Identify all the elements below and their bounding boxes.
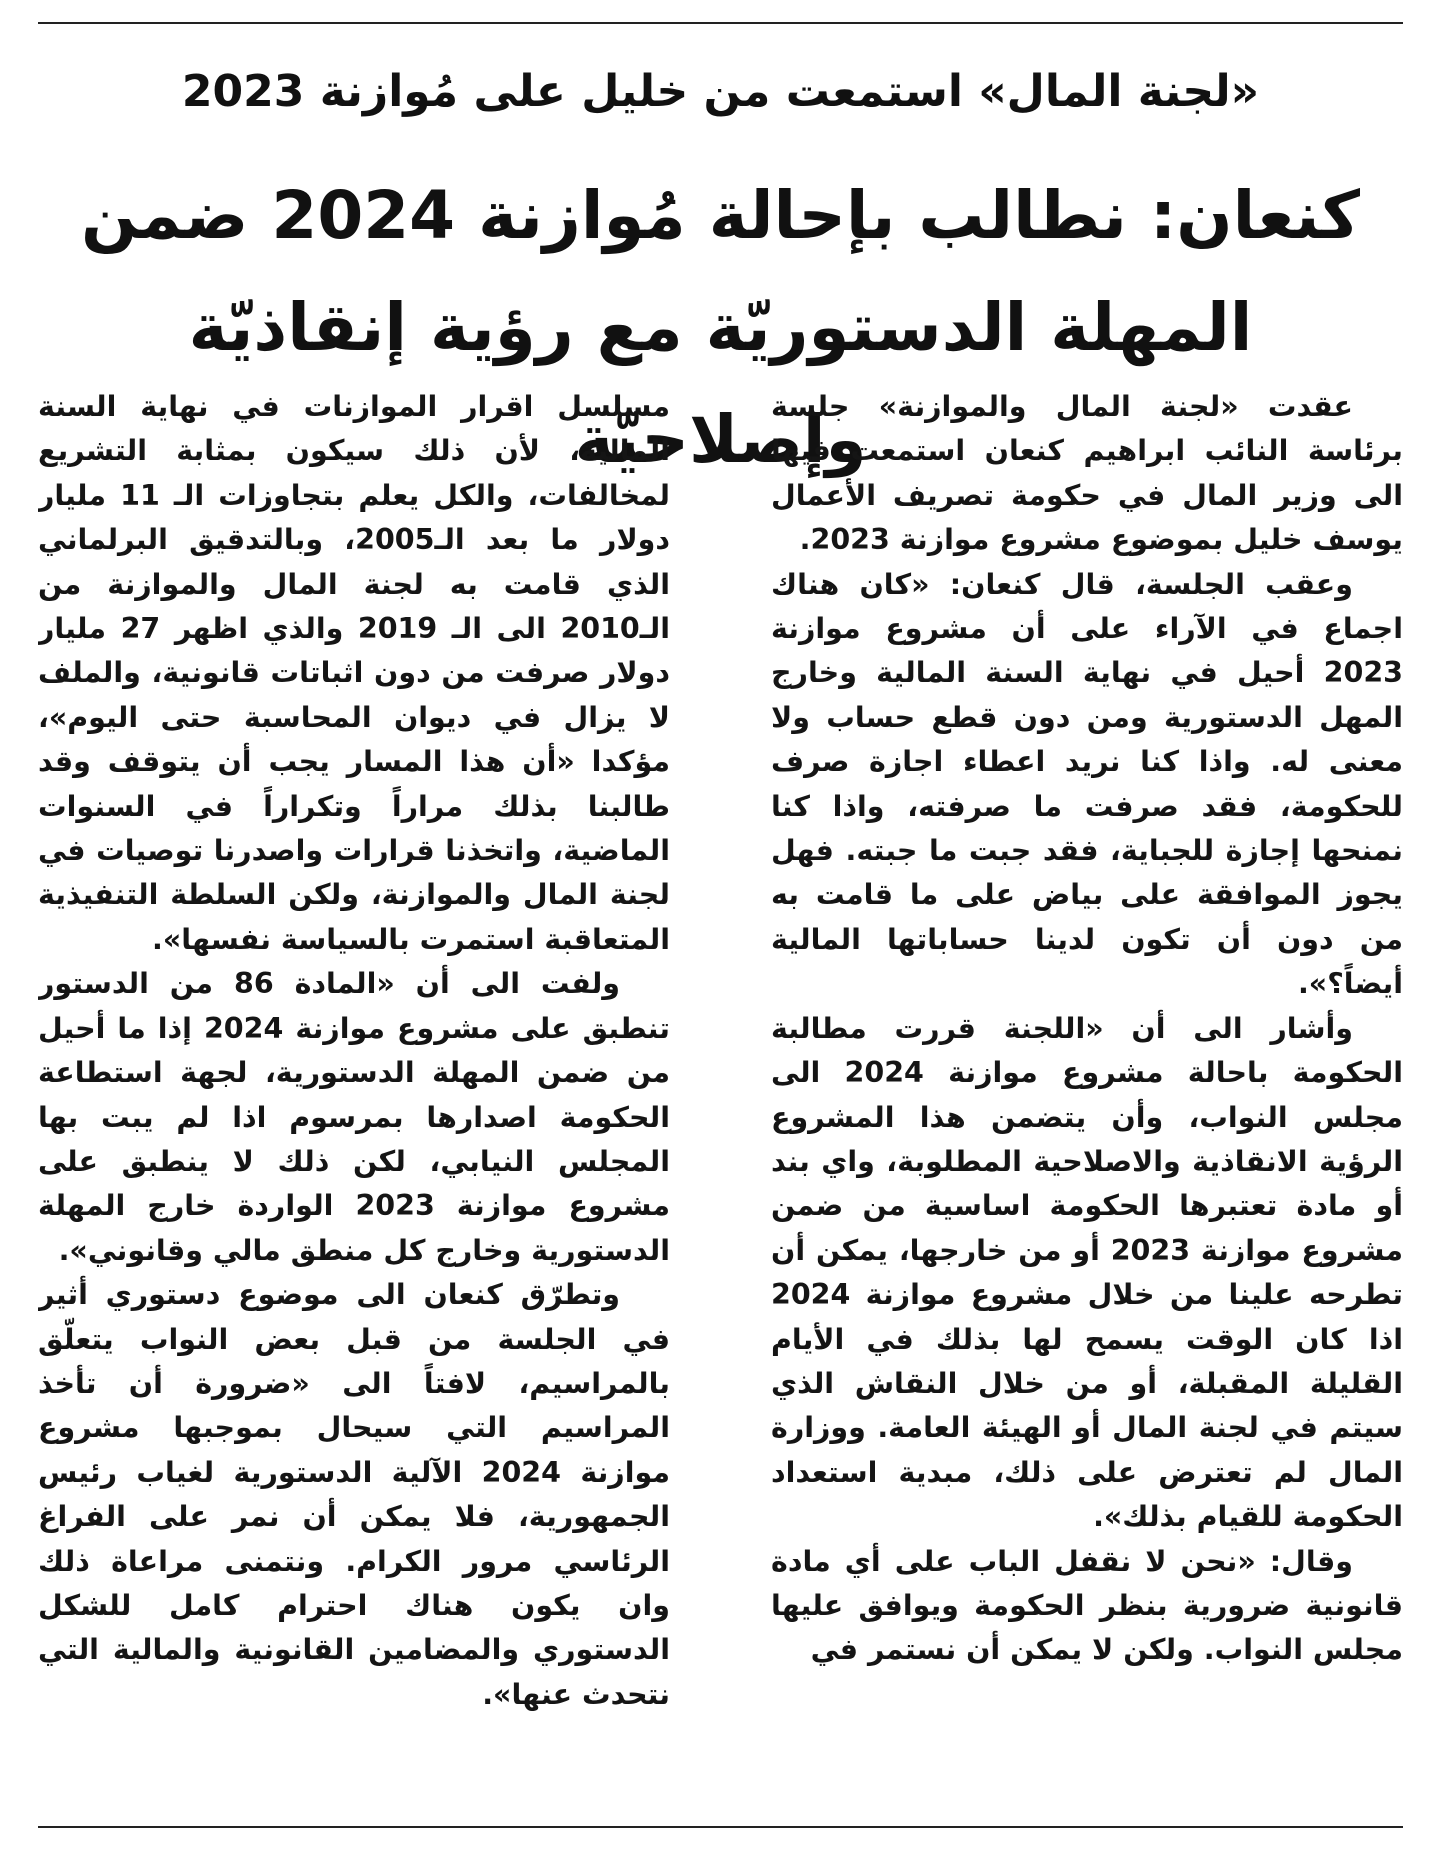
main-headline-line-1: كنعان: نطالب بإحالة مُوازنة 2024 ضمن [81, 177, 1360, 254]
paragraph: عقدت «لجنة المال والموازنة» جلسة برئاسة النائب ابراهيم كنعان استمعت فيها الى وزير المال في حكومة تصريف الأعمال يوسف خليل بموضوع مشروع موازنة 2023. [771, 390, 1403, 557]
main-headline-line-2: المهلة الدستوريّة مع رؤية إنقاذيّة وإصلاحيّة [188, 289, 1253, 478]
paragraph: ولفت الى أن «المادة 86 من الدستور تنطبق على مشروع موازنة 2024 إذا ما أحيل من ضمن المهلة الدستورية، لجهة استطاعة الحكومة اصدارها بمرسوم اذا لم يبت بها المجلس النيابي، لكن ذلك لا ينطبق على مشروع موازنة 2023 الواردة خارج المهلة الدستورية وخارج كل منطق مالي وقانوني». [38, 967, 670, 1267]
kicker-headline: «لجنة المال» استمعت من خليل على مُوازنة 2023 [181, 66, 1260, 117]
paragraph: مسلسل اقرار الموازنات في نهاية السنة المالية، لأن ذلك سيكون بمثابة التشريع لمخالفات، والكل يعلم بتجاوزات الـ 11 مليار دولار ما بعد الـ2005، وبالتدقيق البرلماني الذي قامت به لجنة المال والموازنة من الـ2010 الى الـ 2019 والذي اظهر 27 مليار دولار صرفت من دون اثباتات قانونية، والملف لا يزال في ديوان المحاسبة حتى اليوم»، مؤكدا «أن هذا المسار يجب أن يتوقف وقد طالبنا بذلك مراراً وتكراراً في السنوات الماضية، واتخذنا قرارات واصدرنا توصيات في لجنة المال والموازنة، ولكن السلطة التنفيذية المتعاقبة استمرت بالسياسة نفسها». [38, 390, 670, 956]
paragraph: وتطرّق كنعان الى موضوع دستوري أثير في الجلسة من قبل بعض النواب يتعلّق بالمراسيم، لافتاً الى «ضرورة أن تأخذ المراسيم التي سيحال بموجبها مشروع موازنة 2024 الآلية الدستورية لغياب رئيس الجمهورية، فلا يمكن أن نمر على الفراغ الرئاسي مرور الكرام. ونتمنى مراعاة ذلك وان يكون هناك احترام كامل للشكل الدستوري والمضامين القانونية والمالية التي نتحدث عنها». [38, 1278, 670, 1711]
bottom-rule [38, 1826, 1403, 1828]
left-column [38, 385, 670, 1815]
right-column [771, 385, 1403, 1815]
paragraph: وعقب الجلسة، قال كنعان: «كان هناك اجماع في الآراء على أن مشروع موازنة 2023 أحيل في نهاية السنة المالية وخارج المهل الدستورية ومن دون قطع حساب ولا معنى له. واذا كنا نريد اعطاء اجازة صرف للحكومة، فقد صرفت ما صرفته، واذا كنا نمنحها إجازة للجباية، فقد جبت ما جبته. فهل يجوز الموافقة على بياض على ما قامت به من دون أن تكون لدينا حساباتها المالية أيضاً؟». [771, 567, 1403, 1001]
top-rule [38, 22, 1403, 24]
article-body [38, 385, 1403, 1815]
paragraph: وأشار الى أن «اللجنة قررت مطالبة الحكومة باحالة مشروع موازنة 2024 الى مجلس النواب، وأن يتضمن هذا المشروع الرؤية الانقاذية والاصلاحية المطلوبة، واي بند أو مادة تعتبرها الحكومة اساسية من ضمن مشروع موازنة 2023 أو من خارجها، يمكن أن تطرحه علينا من خلال مشروع موازنة 2024 اذا كان الوقت يسمح لها بذلك في الأيام القليلة المقبلة، أو من خلال النقاش الذي سيتم في لجنة المال أو الهيئة العامة. ووزارة المال لم تعترض على ذلك، مبدية استعداد الحكومة للقيام بذلك». [771, 1011, 1403, 1534]
paragraph: وقال: «نحن لا نقفل الباب على أي مادة قانونية ضرورية بنظر الحكومة ويوافق عليها مجلس النواب. ولكن لا يمكن أن نستمر في [771, 1544, 1403, 1667]
